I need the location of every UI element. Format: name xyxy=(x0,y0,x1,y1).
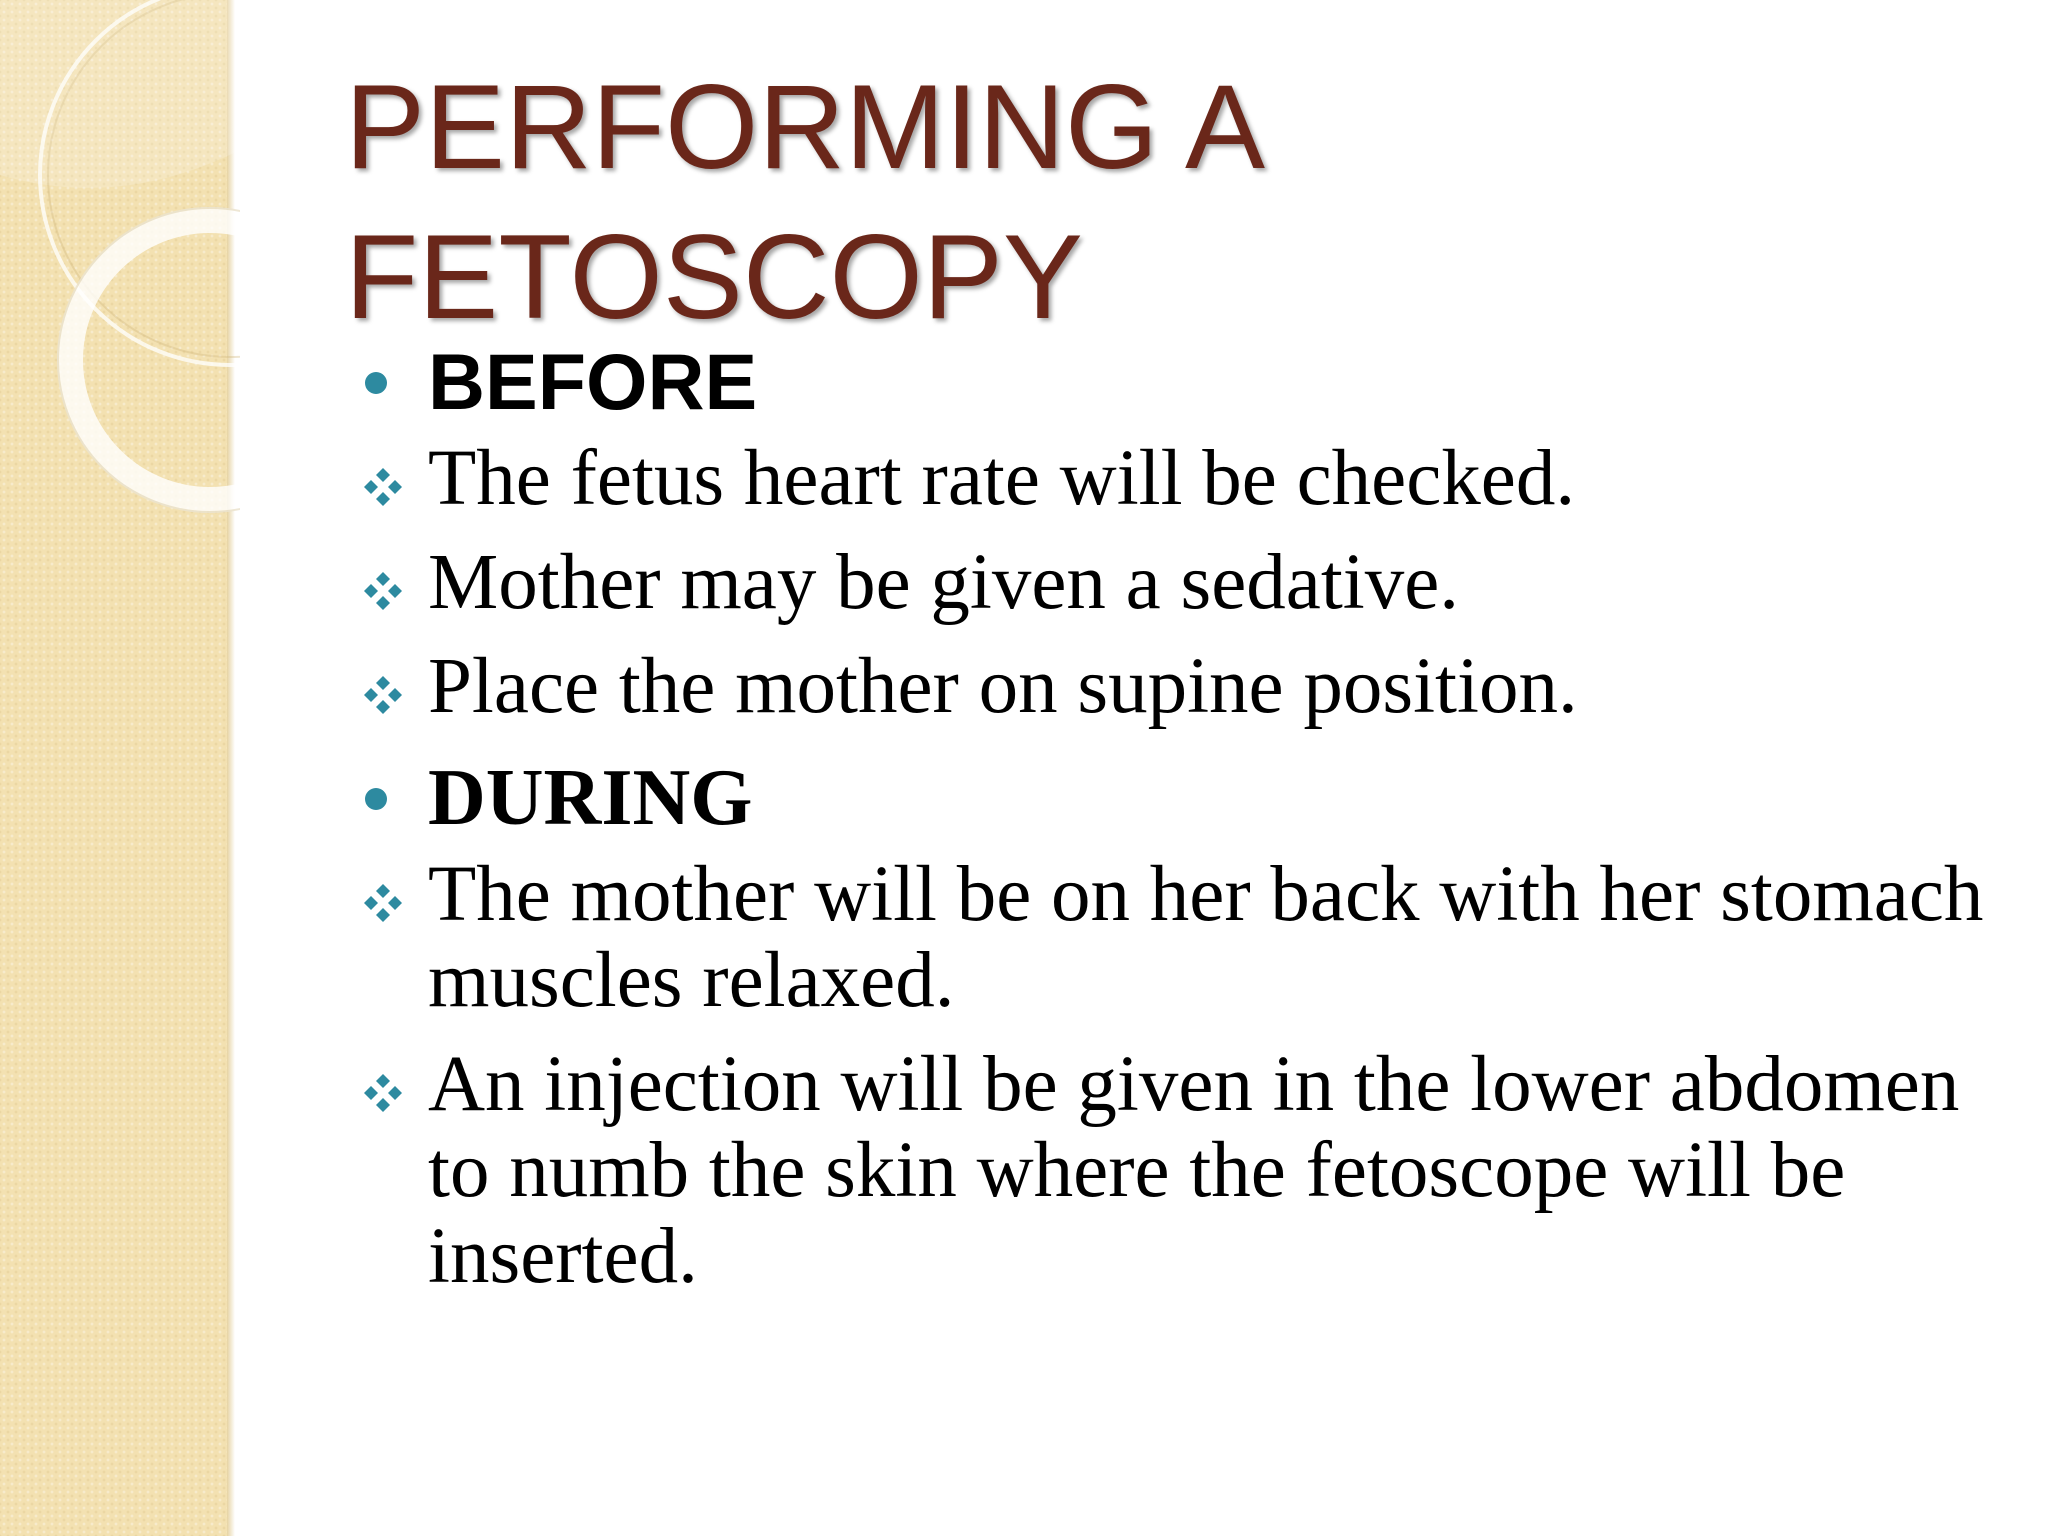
section-heading-text: DURING xyxy=(428,754,753,842)
four-diamond-bullet-icon xyxy=(360,464,406,510)
list-item-text: Mother may be given a sedative. xyxy=(428,539,1460,626)
slide-title xyxy=(345,52,1265,352)
list-item xyxy=(360,540,2020,626)
four-diamond-bullet-icon xyxy=(360,880,406,926)
slide-body xyxy=(360,332,2020,1318)
list-item-text: Place the mother on supine position. xyxy=(428,643,1578,730)
four-diamond-bullet-icon xyxy=(360,672,406,718)
list-item-text: An injection will be given in the lower abdomen to numb the skin where the fetoscope will be inserted. xyxy=(428,1041,1960,1300)
round-bullet-icon xyxy=(365,372,387,394)
list-item xyxy=(360,1042,2020,1300)
section-heading-during xyxy=(360,748,2020,848)
list-item-text: The mother will be on her back with her stomach muscles relaxed. xyxy=(428,851,1984,1024)
four-diamond-bullet-icon xyxy=(360,568,406,614)
decorative-rings xyxy=(0,0,240,520)
title-line-2: FETOSCOPY xyxy=(345,210,1083,344)
section-heading-before xyxy=(360,332,2020,432)
four-diamond-bullet-icon xyxy=(360,1070,406,1116)
round-bullet-icon xyxy=(365,788,387,810)
list-item xyxy=(360,644,2020,730)
title-line-1: PERFORMING A xyxy=(345,60,1266,194)
list-item-text: The fetus heart rate will be checked. xyxy=(428,435,1576,522)
section-heading-text: BEFORE xyxy=(428,337,758,426)
list-item xyxy=(360,436,2020,522)
list-item xyxy=(360,852,2020,1024)
